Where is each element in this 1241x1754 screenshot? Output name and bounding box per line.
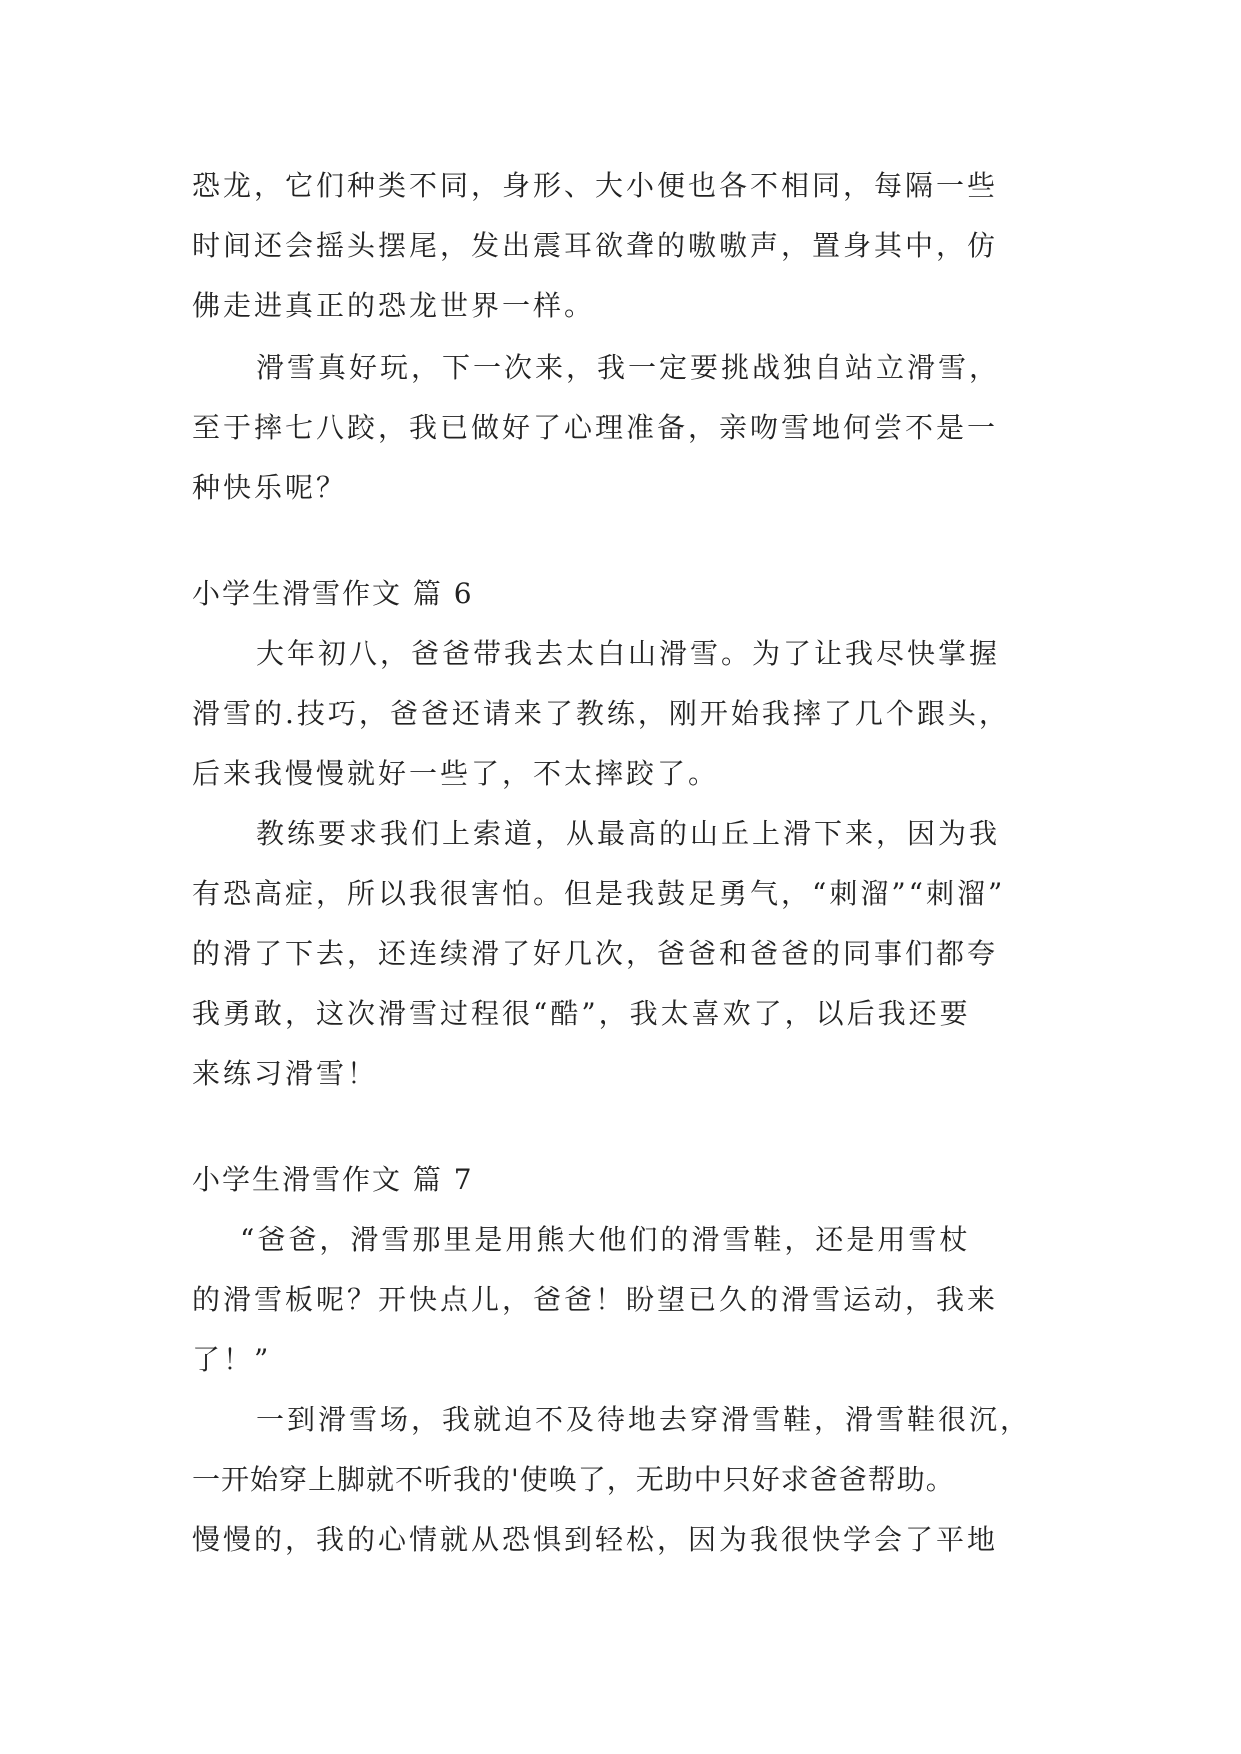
section-heading: 小学生滑雪作文 篇 7 xyxy=(192,1163,474,1196)
paragraph-line: 至于摔七八跤，我已做好了心理准备，亲吻雪地何尝不是一 xyxy=(192,411,999,444)
paragraph-line: 一到滑雪场，我就迫不及待地去穿滑雪鞋，滑雪鞋很沉， xyxy=(256,1403,1032,1436)
paragraph-line: 滑雪的.技巧，爸爸还请来了教练，刚开始我摔了几个跟头， xyxy=(192,697,1010,730)
paragraph-line: 了！” xyxy=(192,1343,272,1376)
paragraph-line: 恐龙，它们种类不同，身形、大小便也各不相同，每隔一些 xyxy=(192,169,999,202)
paragraph-line: 佛走进真正的恐龙世界一样。 xyxy=(192,289,596,322)
paragraph-line: 一开始穿上脚就不听我的'使唤了，无助中只好求爸爸帮助。 xyxy=(192,1463,955,1496)
paragraph-line: 有恐高症，所以我很害怕。但是我鼓足勇气，“刺溜”“刺溜” xyxy=(192,877,1006,910)
paragraph-line: 时间还会摇头摆尾，发出震耳欲聋的嗷嗷声，置身其中，仿 xyxy=(192,229,999,262)
paragraph-line: “爸爸，滑雪那里是用熊大他们的滑雪鞋，还是用雪杖 xyxy=(240,1223,971,1256)
paragraph-line: 来练习滑雪！ xyxy=(192,1057,379,1090)
paragraph-line: 慢慢的，我的心情就从恐惧到轻松，因为我很快学会了平地 xyxy=(192,1523,999,1556)
paragraph-line: 的滑了下去，还连续滑了好几次，爸爸和爸爸的同事们都夸 xyxy=(192,937,999,970)
paragraph-line: 种快乐呢？ xyxy=(192,471,348,504)
section-heading: 小学生滑雪作文 篇 6 xyxy=(192,577,474,610)
paragraph-line: 滑雪真好玩，下一次来，我一定要挑战独自站立滑雪， xyxy=(256,351,1001,384)
paragraph-line: 大年初八，爸爸带我去太白山滑雪。为了让我尽快掌握 xyxy=(256,637,1001,670)
paragraph-line: 后来我慢慢就好一些了，不太摔跤了。 xyxy=(192,757,720,790)
paragraph-line: 的滑雪板呢？开快点儿，爸爸！盼望已久的滑雪运动，我来 xyxy=(192,1283,999,1316)
paragraph-line: 教练要求我们上索道，从最高的山丘上滑下来，因为我 xyxy=(256,817,1001,850)
paragraph-line: 我勇敢，这次滑雪过程很“酷”，我太喜欢了，以后我还要 xyxy=(192,997,971,1030)
